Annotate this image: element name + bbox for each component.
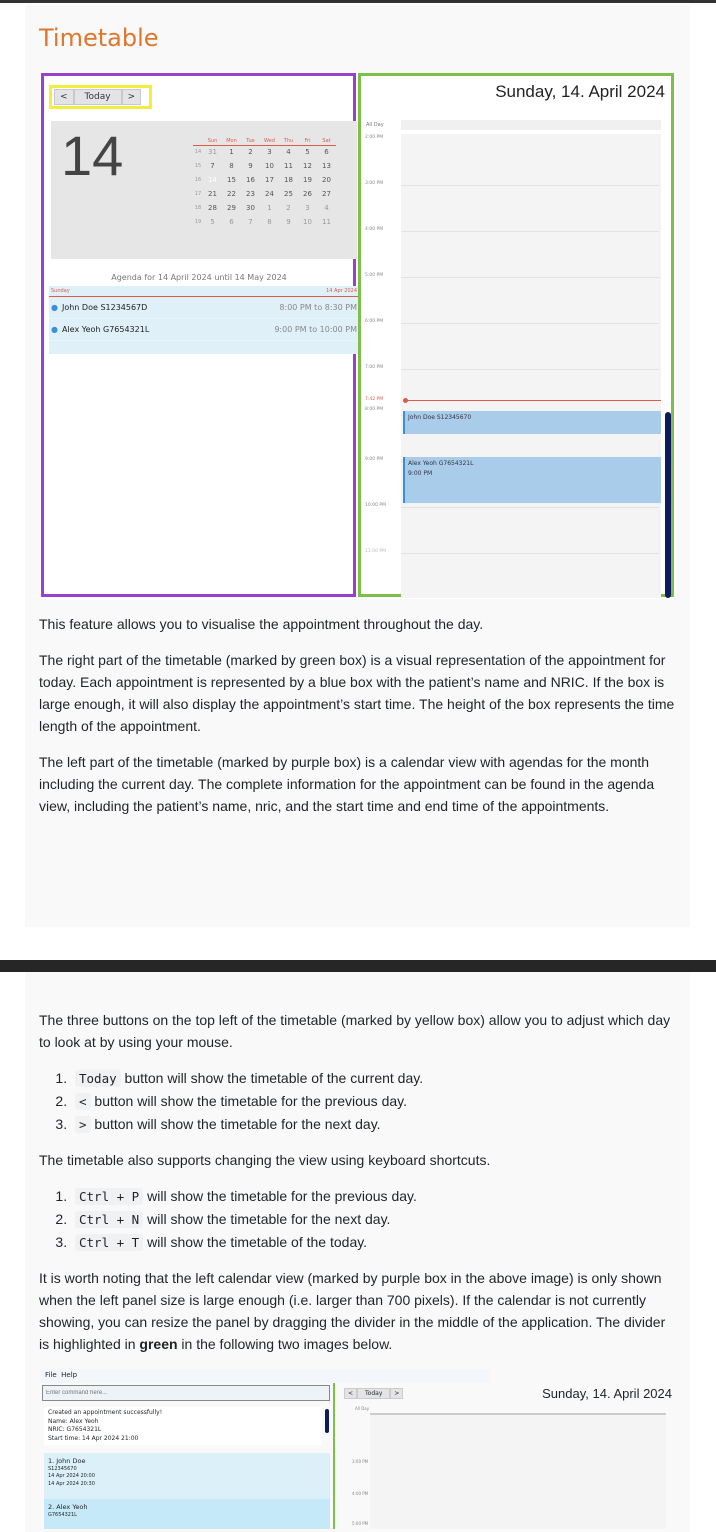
- text: will show the timetable for the previous day.: [143, 1188, 417, 1204]
- list-item: [71, 1090, 679, 1113]
- agenda-name: ● Alex Yeoh G7654321L: [51, 325, 149, 334]
- hour-label: 9:00 PM: [365, 457, 384, 462]
- month-grid: [193, 137, 336, 229]
- code: Ctrl + P: [75, 1188, 143, 1205]
- page-title: Timetable: [39, 24, 159, 52]
- weekday-header: Fri: [298, 137, 317, 145]
- next-day-button[interactable]: >: [122, 89, 142, 105]
- time-grid: [370, 1413, 666, 1529]
- card-start: 14 Apr 2024 20:00: [48, 1473, 95, 1479]
- result-scrollbar[interactable]: [325, 1409, 329, 1433]
- calendar-day[interactable]: 28: [208, 204, 217, 212]
- day-title: Sunday, 14. April 2024: [542, 1386, 672, 1401]
- list-item: [71, 1208, 679, 1231]
- hour-label: 4:00 PM: [365, 227, 384, 232]
- today-button[interactable]: Today: [357, 1388, 390, 1399]
- calendar-day[interactable]: 6: [229, 218, 234, 226]
- calendar-day[interactable]: 2: [248, 148, 253, 157]
- section-2-text: [39, 1009, 679, 1529]
- calendar-day[interactable]: 12: [303, 162, 312, 170]
- result-line: Start time: 14 Apr 2024 21:00: [48, 1434, 139, 1442]
- hour-label: 4:00 PM: [352, 1491, 369, 1496]
- calendar-day[interactable]: 23: [246, 190, 255, 198]
- calendar-day[interactable]: 21: [208, 190, 217, 198]
- calendar-day[interactable]: 11: [284, 162, 293, 170]
- calendar-day[interactable]: 30: [246, 204, 255, 212]
- calendar-day[interactable]: 10: [265, 162, 274, 170]
- code: Ctrl + T: [75, 1234, 143, 1251]
- mouse-buttons-list: [39, 1067, 679, 1136]
- agenda-time: 8:00 PM to 8:30 PM: [279, 303, 357, 312]
- calendar-day[interactable]: 6: [324, 148, 329, 157]
- hour-label: 10:00 PM: [365, 503, 386, 508]
- timetable-screenshot: [40, 72, 676, 599]
- hour-label: 7:00 PM: [365, 365, 384, 370]
- hour-label: 5:00 PM: [352, 1521, 369, 1526]
- calendar-day[interactable]: 29: [227, 204, 236, 212]
- prev-day-button[interactable]: <: [344, 1388, 357, 1399]
- paragraph: [39, 1267, 679, 1355]
- card-end: 14 Apr 2024 20:30: [48, 1480, 95, 1487]
- result-display: [44, 1407, 322, 1445]
- current-time-label: 7:42 PM: [365, 397, 384, 402]
- paragraph: The timetable also supports changing the view using keyboard shortcuts.: [39, 1152, 491, 1168]
- calendar-day[interactable]: 17: [265, 176, 274, 184]
- calendar-day[interactable]: 8: [229, 162, 234, 170]
- week-number: 19: [194, 219, 202, 225]
- day-view-highlight: [358, 73, 674, 597]
- appointment-block[interactable]: [403, 411, 661, 434]
- day-title: Sunday, 14. April 2024: [495, 82, 665, 101]
- text: It is worth noting that the left calendar view (marked by purple box in the above image) is only shown when the left panel size is large enough (i.e. larger than 700 pixels). If the calendar is not currently showing, you can resize the panel by dragging the divider in the middle of the application. The divider is highlighted in: [39, 1270, 666, 1352]
- resize-screenshot: [40, 1369, 680, 1529]
- hour-label: 11:00 PM: [365, 549, 386, 554]
- nav-buttons-highlight: [49, 85, 152, 109]
- menu-bar: [40, 1369, 490, 1383]
- text: will show the timetable of the today.: [143, 1234, 368, 1250]
- appointment-card[interactable]: [44, 1453, 330, 1499]
- appointment-start: 9:00 PM: [408, 470, 433, 477]
- appointment-title: John Doe S12345670: [408, 414, 472, 421]
- week-number: 15: [194, 163, 202, 169]
- result-line: Created an appointment successfully!: [48, 1409, 163, 1416]
- list-item: [71, 1231, 679, 1254]
- menu-help[interactable]: Help: [61, 1371, 78, 1379]
- code: Ctrl + N: [75, 1211, 143, 1228]
- calendar-day[interactable]: 24: [265, 190, 274, 198]
- calendar-day[interactable]: 7: [248, 218, 253, 226]
- weekday-header: Sun: [203, 137, 222, 145]
- week-number: 17: [194, 191, 202, 197]
- calendar-day[interactable]: 4: [324, 204, 329, 212]
- text: button will show the timetable for the previous day.: [90, 1093, 407, 1109]
- calendar-day[interactable]: 1: [229, 148, 234, 157]
- all-day-label: All Day: [355, 1406, 370, 1411]
- card-nric: G7654321L: [48, 1511, 77, 1518]
- calendar-panel-highlight: [41, 73, 356, 597]
- agenda-day: Sunday: [51, 288, 70, 294]
- agenda-date: 14 Apr 2024: [326, 288, 357, 294]
- calendar-day[interactable]: 18: [284, 176, 293, 184]
- hour-label: 3:00 PM: [352, 1459, 369, 1464]
- appointment-title: Alex Yeoh G7654321L: [408, 460, 474, 467]
- weekday-header: Thu: [279, 137, 298, 145]
- appointment-block[interactable]: [403, 457, 661, 503]
- calendar-day[interactable]: 22: [227, 190, 236, 198]
- paragraph: This feature allows you to visualise the appointment throughout the day.: [39, 616, 484, 632]
- command-input[interactable]: [42, 1385, 330, 1401]
- hour-label: 5:00 PM: [365, 273, 384, 278]
- calendar-day[interactable]: 16: [246, 176, 255, 184]
- hour-line: [401, 553, 659, 554]
- week-number: 14: [194, 149, 202, 156]
- weekday-header: Sat: [317, 137, 336, 145]
- agenda-name: ● John Doe S1234567D: [51, 303, 147, 312]
- code: >: [75, 1116, 91, 1133]
- card-nric: S12345670: [48, 1465, 77, 1472]
- current-day-number: 14: [61, 124, 124, 187]
- hour-label: 2:00 PM: [365, 135, 384, 140]
- weekday-header: Tue: [241, 137, 260, 145]
- paragraph: The left part of the timetable (marked by purple box) is a calendar view with agendas for the month including the current day. The complete information for the appointment can be found in the agenda view, including the patient’s name, nric, and the start time and end time of the appointments.: [39, 754, 655, 814]
- calendar-day[interactable]: 13: [322, 162, 331, 170]
- weekday-header: Mon: [222, 137, 241, 145]
- result-line: Name: Alex Yeoh: [48, 1417, 99, 1425]
- section-divider: [0, 960, 716, 972]
- hour-line: [401, 277, 659, 278]
- top-border: [0, 0, 716, 3]
- panel-divider[interactable]: [333, 1383, 335, 1529]
- week-number: 18: [194, 205, 202, 211]
- calendar-day[interactable]: 15: [227, 176, 236, 184]
- emphasis: green: [139, 1336, 178, 1352]
- card-name: 2. Alex Yeoh: [48, 1503, 88, 1511]
- calendar-day[interactable]: 11: [322, 218, 331, 226]
- agenda-time: 9:00 PM to 10:00 PM: [274, 325, 357, 334]
- calendar-day[interactable]: 10: [303, 218, 312, 226]
- calendar-day[interactable]: 20: [322, 176, 331, 184]
- weekday-header: Wed: [260, 137, 279, 145]
- calendar-day[interactable]: 14: [208, 176, 217, 184]
- hour-line: [401, 507, 659, 508]
- appointment-card[interactable]: [44, 1499, 330, 1529]
- text: will show the timetable for the next day.: [143, 1211, 391, 1227]
- calendar-day[interactable]: 3: [267, 148, 272, 157]
- hour-label: 8:00 PM: [365, 407, 384, 412]
- code: Today: [75, 1070, 121, 1087]
- current-time-line: [405, 400, 661, 401]
- list-item: [71, 1067, 679, 1090]
- calendar-day[interactable]: 3: [305, 204, 310, 212]
- calendar-day[interactable]: 5: [210, 218, 215, 226]
- scrollbar[interactable]: [665, 412, 671, 598]
- calendar-day[interactable]: 5: [305, 148, 310, 157]
- shortcut-list: [39, 1185, 679, 1254]
- menu-file[interactable]: File: [45, 1371, 57, 1379]
- hour-line: [401, 231, 659, 232]
- agenda-item[interactable]: [49, 319, 359, 341]
- hour-line: [401, 369, 659, 370]
- time-grid: [401, 134, 661, 598]
- text: in the following two images below.: [177, 1336, 393, 1352]
- calendar-day[interactable]: 27: [322, 190, 331, 198]
- nav-buttons: [344, 1388, 403, 1399]
- calendar-day[interactable]: 1: [267, 204, 272, 212]
- code: <: [75, 1093, 91, 1110]
- next-day-button[interactable]: >: [390, 1388, 403, 1399]
- calendar-day[interactable]: 25: [284, 190, 293, 198]
- hour-line: [401, 185, 659, 186]
- card-name: 1. John Doe: [48, 1457, 86, 1465]
- calendar-day[interactable]: 31: [208, 148, 217, 157]
- result-line: NRIC: G7654321L: [48, 1426, 102, 1433]
- month-calendar: [51, 121, 357, 259]
- calendar-day[interactable]: 7: [210, 162, 215, 170]
- all-day-row: [401, 120, 661, 130]
- calendar-day[interactable]: 9: [248, 162, 253, 170]
- agenda-title: Agenda for 14 April 2024 until 14 May 2024: [111, 273, 287, 282]
- list-item: [71, 1185, 679, 1208]
- hour-line: [401, 323, 659, 324]
- paragraph: The right part of the timetable (marked by green box) is a visual representation of the appointment for today. Each appointment is represented by a blue box with the patient’s name and NRIC. If the box is large enough, it will also display the appointment’s start time. The height of the box represents the time length of the appointment.: [39, 652, 675, 734]
- hour-label: 6:00 PM: [365, 319, 384, 324]
- calendar-day[interactable]: 19: [303, 176, 312, 184]
- calendar-day[interactable]: 9: [286, 218, 291, 226]
- week-number: 16: [194, 177, 202, 183]
- list-item: [71, 1113, 679, 1136]
- paragraph: The three buttons on the top left of the timetable (marked by yellow box) allow you to adjust which day to look at by using your mouse.: [39, 1012, 671, 1050]
- all-day-label: All Day: [366, 122, 384, 128]
- text: button will show the timetable for the next day.: [90, 1116, 381, 1132]
- today-button[interactable]: Today: [74, 89, 122, 105]
- hour-label: 3:00 PM: [365, 181, 384, 186]
- calendar-day[interactable]: 2: [286, 204, 291, 212]
- agenda-list: [49, 286, 359, 354]
- calendar-day[interactable]: 8: [267, 218, 272, 226]
- agenda-item[interactable]: [49, 297, 359, 319]
- calendar-day[interactable]: 4: [286, 148, 291, 157]
- prev-day-button[interactable]: <: [54, 89, 74, 105]
- section-1-text: [39, 613, 679, 831]
- text: button will show the timetable of the current day.: [120, 1070, 424, 1086]
- calendar-day[interactable]: 26: [303, 190, 312, 198]
